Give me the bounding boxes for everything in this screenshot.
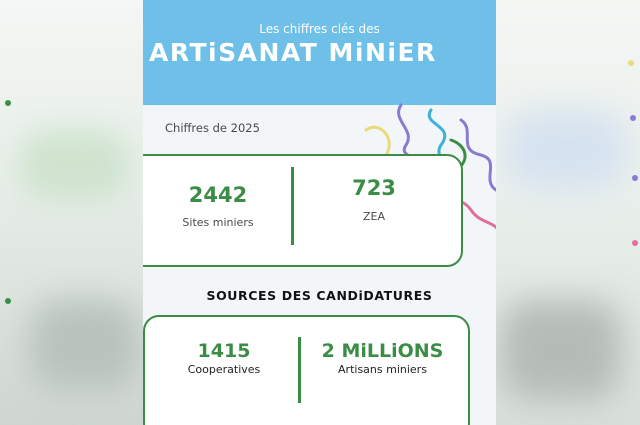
decor-dot	[632, 175, 638, 181]
header-subtitle: Les chiffres clés des	[259, 22, 380, 36]
decor-dot	[5, 100, 11, 106]
stat-label-artisans: Artisans miniers	[338, 363, 427, 376]
stat-value-zea: 723	[352, 176, 396, 200]
background-blur-left	[0, 0, 143, 425]
stat-label-zea: ZEA	[362, 210, 385, 223]
stat-value-sites: 2442	[188, 183, 248, 207]
infographic-card	[143, 0, 496, 425]
decor-dot	[5, 298, 11, 304]
stat-value-cooperatives: 1415	[197, 340, 251, 362]
stats-box-sources	[143, 315, 470, 425]
header-title: ARTiSANAT MiNiER	[149, 38, 437, 67]
sources-title: SOURCES DES CANDiDATURES	[206, 288, 433, 303]
sources-divider	[298, 337, 301, 403]
background-blur-right	[496, 0, 640, 425]
stat-value-artisans: 2 MiLLiONS	[321, 340, 444, 362]
stat-label-cooperatives: Cooperatives	[187, 363, 261, 376]
decor-dot	[628, 60, 634, 66]
stats-box-top	[143, 154, 463, 267]
stat-label-sites: Sites miniers	[182, 216, 254, 229]
header-banner	[143, 0, 496, 105]
decor-dot	[630, 115, 636, 121]
decor-dot	[632, 240, 638, 246]
period-label: Chiffres de 2025	[165, 121, 260, 135]
stats-divider	[291, 167, 294, 245]
